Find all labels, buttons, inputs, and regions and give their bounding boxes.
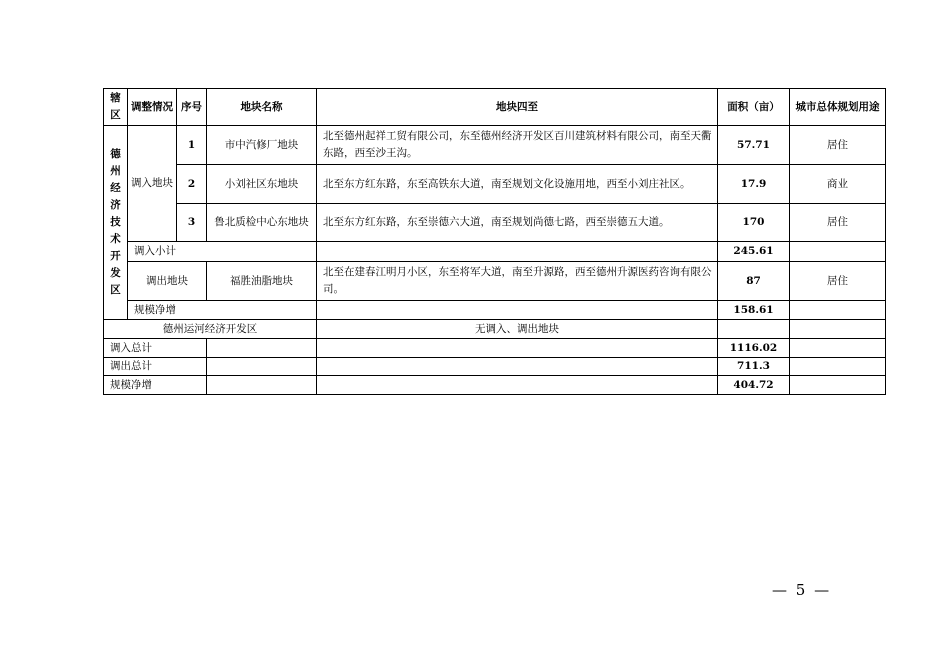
total-row: [104, 339, 886, 358]
total-label: 规模净增: [104, 376, 207, 395]
district-char: 术: [110, 233, 121, 245]
table-row: [104, 204, 886, 242]
total-value: 1116.02: [718, 339, 790, 358]
empty-cell: [718, 320, 790, 339]
in-subtotal-label: 调入小计: [128, 242, 317, 262]
row-area: 57.71: [718, 126, 790, 165]
district-char: 发: [110, 267, 121, 279]
empty-cell: [790, 376, 886, 395]
district-char: 德: [110, 148, 121, 160]
adjust-out-label: 调出地块: [128, 262, 207, 301]
district-char: 开: [110, 250, 121, 262]
header-adjust: 调整情况: [128, 89, 177, 126]
canal-zone-label: 德州运河经济开发区: [104, 320, 317, 339]
row-seq: 2: [177, 165, 207, 204]
header-seq: 序号: [177, 89, 207, 126]
empty-cell: [317, 242, 718, 262]
row-bounds: 北至德州起祥工贸有限公司，东至德州经济开发区百川建筑材料有限公司，南至天衢东路，西至沙王沟。: [317, 126, 718, 165]
row-bounds: 北至东方红东路，东至高铁东大道，南至规划文化设施用地，西至小刘庄社区。: [317, 165, 718, 204]
page-number: — 5 —: [772, 581, 832, 599]
row-use: 居住: [790, 204, 886, 242]
district-char: 技: [110, 216, 121, 228]
net-value: 158.61: [718, 301, 790, 320]
district-char: 区: [110, 284, 121, 296]
empty-cell: [207, 358, 317, 376]
empty-cell: [790, 320, 886, 339]
district-dezhou-eco: [104, 126, 128, 320]
district-char: 州: [110, 165, 121, 177]
row-name: 鲁北质检中心东地块: [207, 204, 317, 242]
row-area: 17.9: [718, 165, 790, 204]
row-name: 小刘社区东地块: [207, 165, 317, 204]
empty-cell: [790, 358, 886, 376]
canal-zone-row: [104, 320, 886, 339]
empty-cell: [790, 242, 886, 262]
table-row: [104, 165, 886, 204]
district-char: 济: [110, 199, 121, 211]
row-bounds: 北至在建春江明月小区，东至将军大道，南至升源路，西至德州升源医药咨询有限公司。: [317, 262, 718, 301]
header-district: 辖区: [104, 89, 128, 126]
canal-zone-note: 无调入、调出地块: [317, 320, 718, 339]
net-row: [104, 301, 886, 320]
district-char: 经: [110, 182, 121, 194]
empty-cell: [207, 339, 317, 358]
subtotal-row: [104, 242, 886, 262]
total-label: 调入总计: [104, 339, 207, 358]
empty-cell: [317, 358, 718, 376]
header-bounds: 地块四至: [317, 89, 718, 126]
row-name: 市中汽修厂地块: [207, 126, 317, 165]
empty-cell: [317, 376, 718, 395]
empty-cell: [317, 339, 718, 358]
row-area: 170: [718, 204, 790, 242]
total-row: [104, 358, 886, 376]
row-name: 福胜油脂地块: [207, 262, 317, 301]
row-area: 87: [718, 262, 790, 301]
row-use: 居住: [790, 126, 886, 165]
table-row: [104, 126, 886, 165]
adjust-in-label: 调入地块: [128, 126, 177, 242]
header-row: [104, 89, 886, 126]
empty-cell: [317, 301, 718, 320]
net-label: 规模净增: [128, 301, 317, 320]
header-area: 面积（亩）: [718, 89, 790, 126]
header-name: 地块名称: [207, 89, 317, 126]
header-use: 城市总体规划用途: [790, 89, 886, 126]
row-use: 居住: [790, 262, 886, 301]
row-use: 商业: [790, 165, 886, 204]
empty-cell: [790, 301, 886, 320]
in-subtotal-value: 245.61: [718, 242, 790, 262]
land-adjustment-table: [103, 88, 886, 395]
total-value: 404.72: [718, 376, 790, 395]
total-value: 711.3: [718, 358, 790, 376]
total-label: 调出总计: [104, 358, 207, 376]
empty-cell: [207, 376, 317, 395]
row-bounds: 北至东方红东路，东至崇德六大道，南至规划尚德七路，西至崇德五大道。: [317, 204, 718, 242]
table-row: [104, 262, 886, 301]
row-seq: 1: [177, 126, 207, 165]
row-seq: 3: [177, 204, 207, 242]
empty-cell: [790, 339, 886, 358]
total-row: [104, 376, 886, 395]
